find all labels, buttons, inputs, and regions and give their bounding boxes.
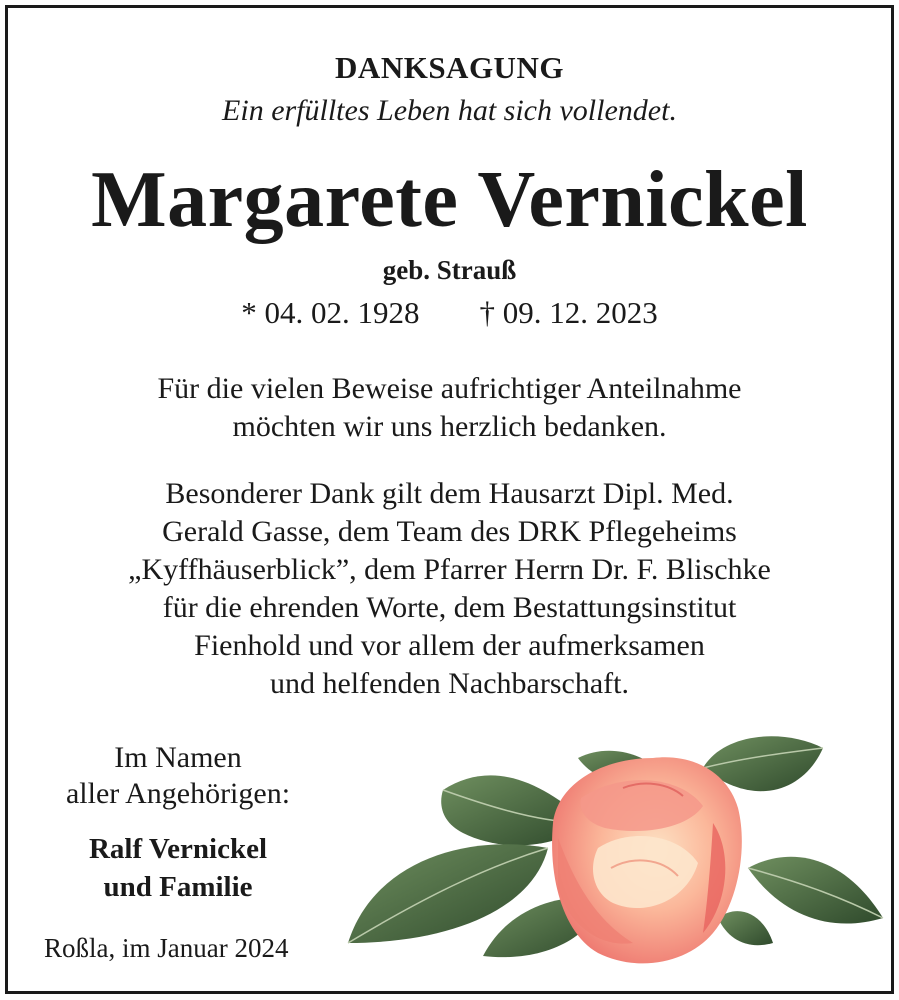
text-line: möchten wir uns herzlich bedanken. xyxy=(232,410,667,443)
on-behalf-text xyxy=(33,740,323,812)
text-line: „Kyffhäuserblick”, dem Pfarrer Herrn Dr. F. Blischke xyxy=(128,553,771,586)
deceased-name: Margarete Vernickel xyxy=(91,156,808,244)
text-line: für die ehrenden Worte, dem Bestattungsinstitut xyxy=(162,591,737,624)
notice-motto: Ein erfülltes Leben hat sich vollendet. xyxy=(222,94,677,127)
signer-names xyxy=(33,830,323,906)
text-line: Fienhold und vor allem der aufmerksamen xyxy=(194,629,705,662)
text-line: Besonderer Dank gilt dem Hausarzt Dipl. Med. xyxy=(165,477,734,510)
life-dates xyxy=(8,295,891,331)
text-line: und Familie xyxy=(103,871,253,903)
text-line: Im Namen xyxy=(114,741,242,774)
text-line: aller Angehörigen: xyxy=(65,777,291,810)
maiden-name: geb. Strauß xyxy=(382,255,517,285)
special-thanks-paragraph xyxy=(8,475,891,703)
notice-frame xyxy=(5,5,894,994)
notice-heading: DANKSAGUNG xyxy=(335,50,564,85)
text-line: und helfenden Nachbarschaft. xyxy=(269,667,629,700)
thanks-paragraph xyxy=(8,370,891,446)
death-date: † 09. 12. 2023 xyxy=(479,295,658,330)
birth-date: * 04. 02. 1928 xyxy=(241,295,420,330)
rose-icon xyxy=(343,728,888,978)
place-date: Roßla, im Januar 2024 xyxy=(44,933,289,963)
text-line: Ralf Vernickel xyxy=(88,833,268,865)
text-line: Gerald Gasse, dem Team des DRK Pflegeheims xyxy=(162,515,737,548)
text-line: Für die vielen Beweise aufrichtiger Anteilnahme xyxy=(157,372,742,405)
